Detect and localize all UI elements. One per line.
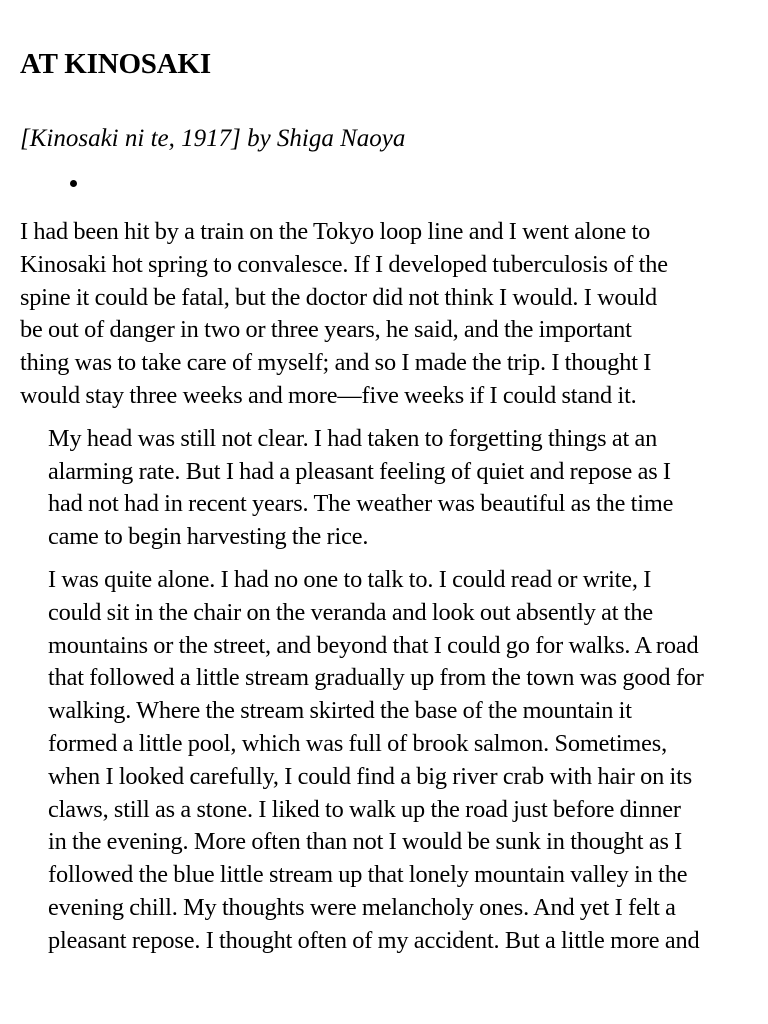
text-line: would stay three weeks and more—five weeks if I could stand it. — [20, 381, 637, 409]
text-line: thing was to take care of myself; and so I made the trip. I thought I — [20, 349, 652, 377]
text-line: in the evening. More often than not I would be sunk in thought as I — [48, 828, 683, 856]
text-line: when I looked carefully, I could find a big river crab with hair on its — [48, 762, 693, 790]
text-line: evening chill. My thoughts were melancholy ones. And yet I felt a — [48, 893, 676, 921]
text-line: mountains or the street, and beyond that I could go for walks. A road — [48, 631, 699, 659]
paragraph-2 — [20, 423, 750, 554]
page-subtitle: [Kinosaki ni te, 1917] by Shiga Naoya — [20, 125, 406, 152]
text-line: be out of danger in two or three years, he said, and the important — [20, 316, 632, 344]
text-line: had not had in recent years. The weather was beautiful as the time — [48, 490, 674, 518]
text-line: I was quite alone. I had no one to talk to. I could read or write, I — [48, 565, 652, 593]
text-line: walking. Where the stream skirted the base of the mountain it — [48, 697, 632, 725]
paragraph-1 — [20, 216, 750, 413]
text-line: claws, still as a stone. I liked to walk up the road just before dinner — [48, 795, 681, 823]
text-line: I had been hit by a train on the Tokyo loop line and I went alone to — [20, 218, 651, 245]
text-line: My head was still not clear. I had taken to forgetting things at an — [48, 424, 658, 452]
text-line: alarming rate. But I had a pleasant feeling of quiet and repose as I — [48, 457, 671, 485]
text-line: came to begin harvesting the rice. — [48, 523, 369, 551]
text-line: Kinosaki hot spring to convalesce. If I developed tuberculosis of the — [20, 250, 668, 278]
text-line: pleasant repose. I thought often of my accident. But a little more and — [48, 926, 700, 954]
page-title: AT KINOSAKI — [20, 48, 211, 80]
bullet-point — [70, 180, 77, 187]
paragraph-3 — [20, 564, 750, 958]
text-line: formed a little pool, which was full of brook salmon. Sometimes, — [48, 729, 668, 757]
text-line: could sit in the chair on the veranda and look out absently at the — [48, 598, 654, 626]
body-text — [20, 216, 750, 968]
text-line: followed the blue little stream up that lonely mountain valley in the — [48, 861, 688, 889]
text-line: that followed a little stream gradually up from the town was good for — [48, 664, 704, 692]
text-line: spine it could be fatal, but the doctor did not think I would. I would — [20, 283, 658, 311]
